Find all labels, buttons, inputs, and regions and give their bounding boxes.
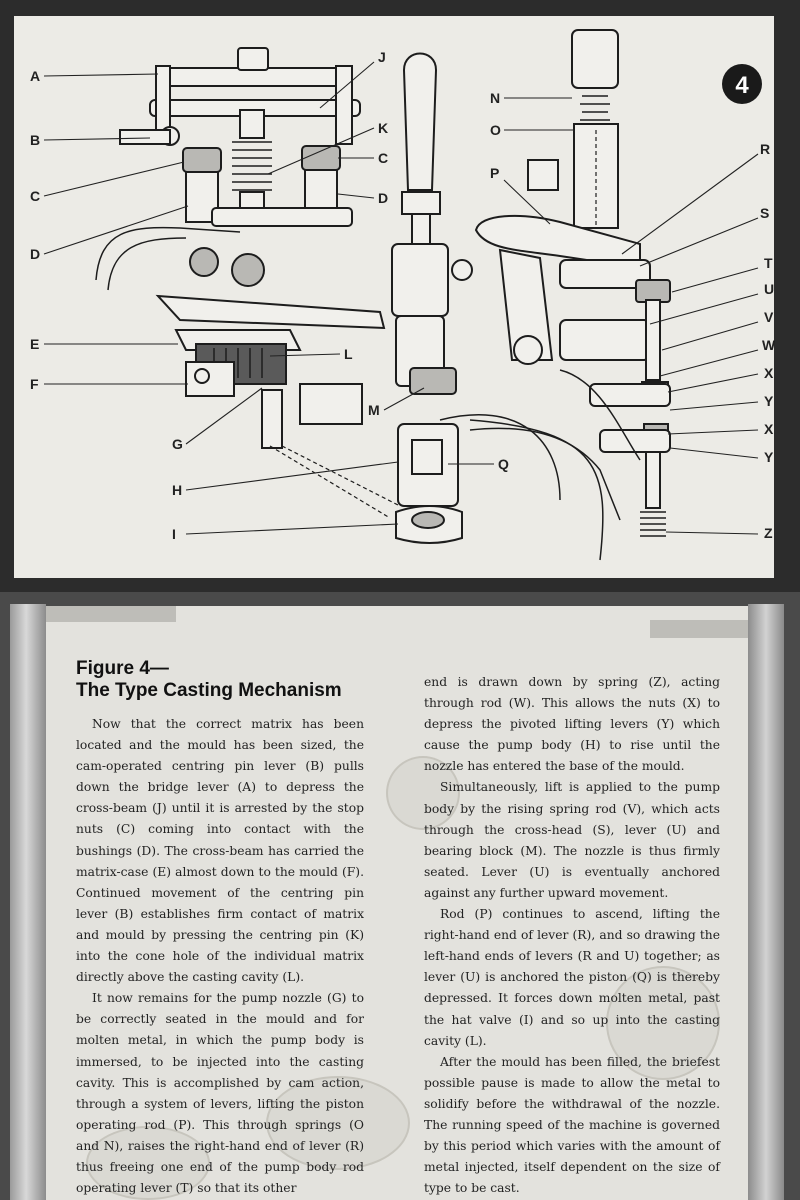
- tape-top-left: [46, 606, 176, 622]
- label-V: V: [764, 309, 774, 325]
- label-G: G: [172, 436, 183, 452]
- label-J: J: [378, 49, 386, 65]
- label-L: L: [344, 346, 353, 362]
- label-X-lower: X: [764, 421, 774, 437]
- title-text: The Type Casting Mechanism: [76, 680, 342, 701]
- label-Y-upper: Y: [764, 393, 774, 409]
- label-N: N: [490, 90, 501, 106]
- label-D-left: D: [30, 246, 41, 262]
- label-K: K: [378, 120, 389, 136]
- label-W: W: [762, 337, 776, 353]
- label-S: S: [760, 205, 770, 221]
- label-Z: Z: [764, 525, 773, 541]
- label-H: H: [172, 482, 183, 498]
- label-Q: Q: [498, 456, 509, 472]
- label-A: A: [30, 68, 41, 84]
- label-C-right: C: [378, 150, 389, 166]
- label-O: O: [490, 122, 501, 138]
- pump-body: [396, 415, 603, 560]
- label-M: M: [368, 402, 380, 418]
- text-column-left: [76, 714, 364, 1199]
- text-page: [46, 606, 748, 1200]
- label-X-upper: X: [764, 365, 774, 381]
- svg-text:4: 4: [735, 72, 749, 99]
- page-title: [76, 658, 406, 702]
- tape-top-right: [650, 620, 748, 638]
- paragraph: end is drawn down by spring (Z), acting through rod (W). This allows the nuts (X) to depress the pivoted lifting levers (Y) which cause the pump body (H) to rise until the nozzle has entered the base of the mould.: [424, 675, 720, 774]
- figure-number-badge: [722, 64, 762, 104]
- label-P: P: [490, 165, 500, 181]
- mould-assembly: [176, 330, 400, 518]
- label-R: R: [760, 141, 771, 157]
- handle-column: [392, 54, 472, 395]
- binder-strip-right: [748, 604, 784, 1200]
- paragraph: Simultaneously, lift is applied to the pump body by the rising spring rod (V), which acts through the cross-head (S), lever (U) and bearing block (M). The nozzle is thus firmly seated. Lever (U) is eventually anchored against any further upward movement.: [424, 780, 720, 900]
- label-T: T: [764, 255, 773, 271]
- label-B: B: [30, 132, 41, 148]
- type-casting-mechanism-diagram: [0, 0, 800, 592]
- label-U: U: [764, 281, 775, 297]
- binder-strip-left: [10, 604, 46, 1200]
- label-E: E: [30, 336, 40, 352]
- paragraph: After the mould has been filled, the briefest possible pause is made to allow the metal to solidify before the withdrawal of the nozzle. The running speed of the machine is governed by this period which varies with the amount of metal injected, itself dependent on the size of type to be cast.: [424, 1054, 720, 1196]
- text-column-right: [424, 672, 720, 1199]
- label-I: I: [172, 526, 176, 542]
- title-figure-number: Figure 4—: [76, 658, 169, 679]
- label-C-left: C: [30, 188, 41, 204]
- paragraph: It now remains for the pump nozzle (G) to be correctly seated in the mould and for molten metal, in which the pump body is immersed, to be injected into the casting cavity. This is accomplished by cam action, through a system of levers, lifting the piston operating rod (P). This through springs (O and N), raises the right-hand end of lever (R) thus freeing one end of the pump body rod operating lever (T) so that its other: [76, 991, 364, 1196]
- label-F: F: [30, 376, 39, 392]
- label-Y-lower: Y: [764, 449, 774, 465]
- paragraph: Now that the correct matrix has been located and the mould has been sized, the cam-operated centring pin lever (B) pulls down the bridge lever (A) to depress the cross-beam (J) until it is arrested by the stop nuts (C) coming into contact with the bushings (D). The cross-beam has carried the matrix-case (E) almost down to the mould (F). Continued movement of the centring pin lever (B) establishes firm contact of matrix and mould by pressing the centring pin (K) into the cone hole of the individual matrix directly above the casting cavity (L).: [76, 717, 364, 985]
- label-D-right: D: [378, 190, 389, 206]
- paragraph: Rod (P) continues to ascend, lifting the right-hand end of lever (R), and so drawing the left-hand ends of levers (R and U) together; as lever (U) is anchored the piston (Q) is thereby depressed. It forces down molten metal, past the hat valve (I) and so up into the casting cavity (L).: [424, 907, 720, 1048]
